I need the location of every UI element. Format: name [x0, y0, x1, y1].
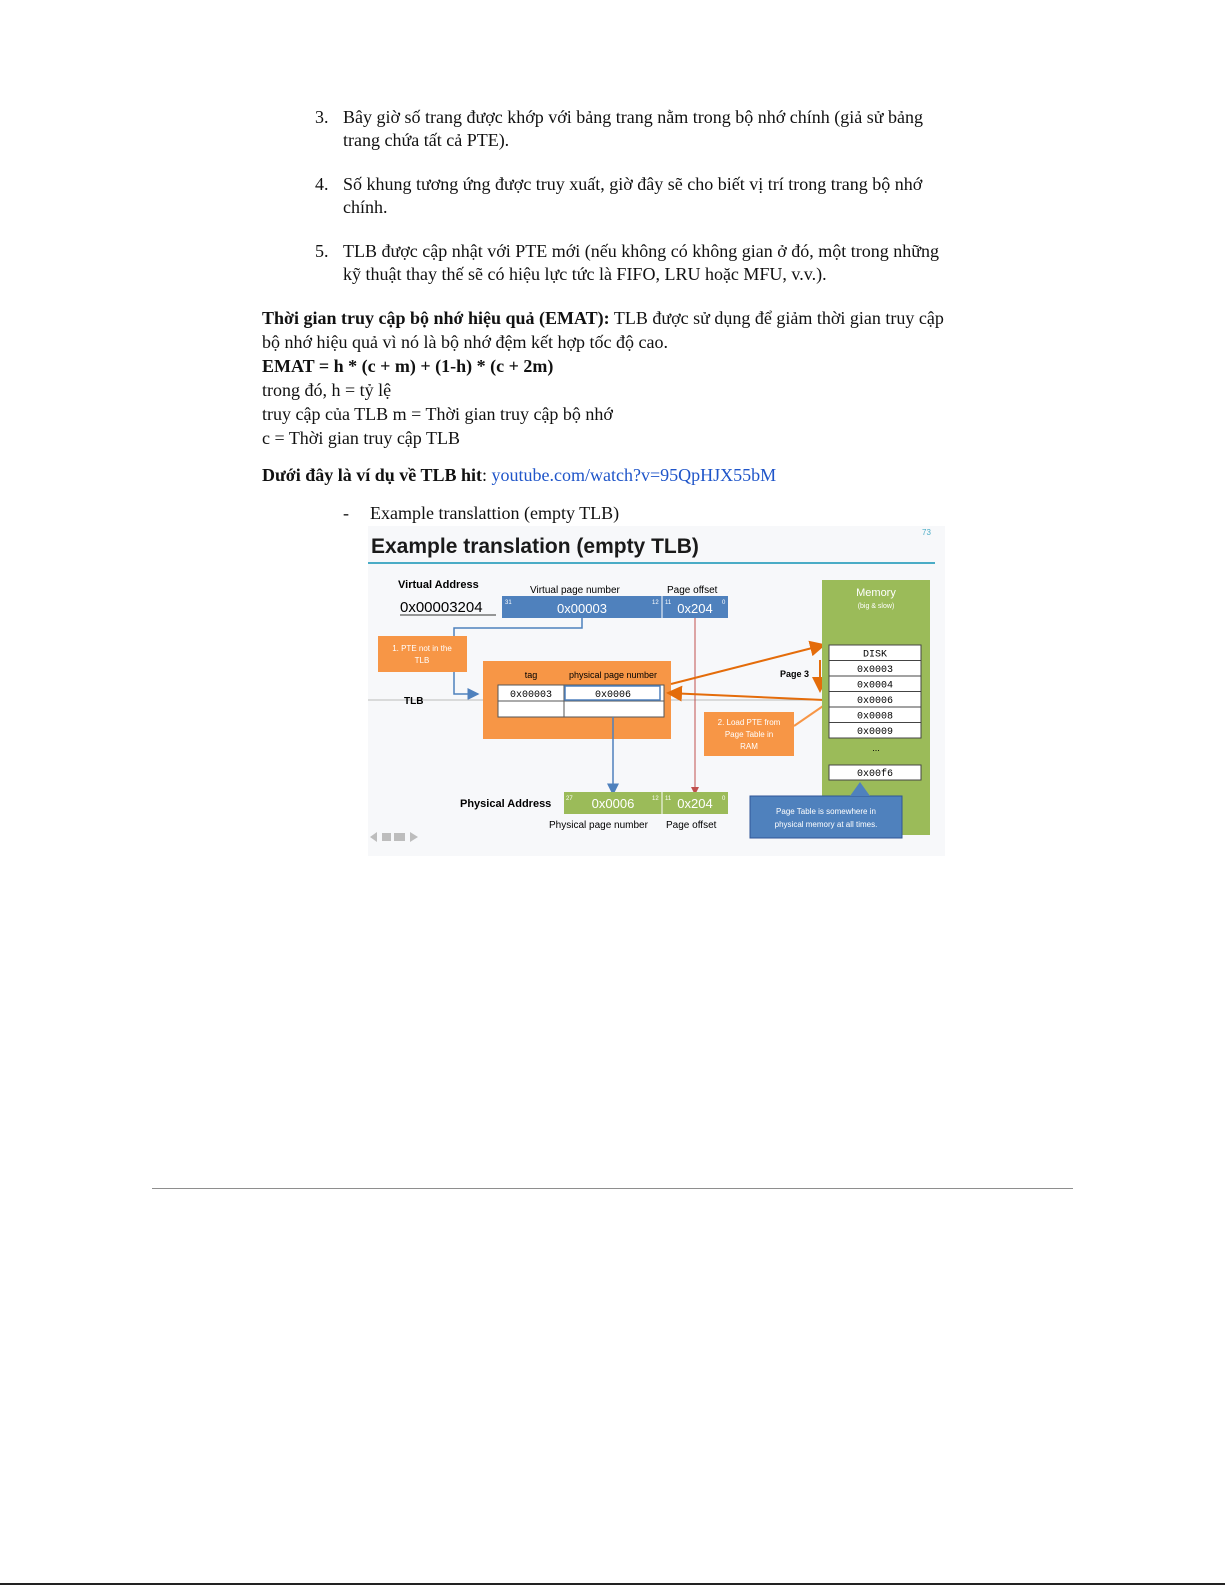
example-translation-slide — [368, 526, 945, 856]
next-icon[interactable] — [410, 832, 418, 842]
tlb-label: TLB — [404, 696, 424, 707]
tlb-tag-value: 0x00003 — [509, 690, 553, 701]
page3-label: Page 3 — [780, 669, 810, 679]
emat-paragraph — [262, 306, 952, 354]
memory-row-value: DISK — [862, 649, 888, 661]
svg-text:12: 12 — [652, 796, 659, 802]
bullet-text: Example translattion (empty TLB) — [370, 503, 620, 523]
emat-definition-1: trong đó, h = tỷ lệ — [262, 380, 392, 400]
emat-definition-2: truy cập của TLB m = Thời gian truy cập bộ nhớ — [262, 404, 613, 424]
page-table-note — [750, 796, 902, 838]
list-text: TLB được cập nhật với PTE mới (nếu không có không gian ở đó, một trong những kỹ thuật thay thế sẽ có hiệu lực tức là FIFO, LRU hoặc MFU, v.v.). — [343, 241, 940, 284]
emat-formula: EMAT = h * (c + m) + (1-h) * (c + 2m) — [262, 356, 554, 376]
prev-icon[interactable] — [370, 832, 377, 842]
svg-text:Page Table in: Page Table in — [724, 730, 774, 739]
slide-title: Example translation (empty TLB) — [371, 535, 699, 558]
vpn-label: Virtual page number — [530, 585, 620, 596]
virtual-address-label: Virtual Address — [398, 579, 479, 591]
slide-nav-icons[interactable] — [370, 832, 418, 842]
virtual-address-value: 0x00003204 — [400, 599, 483, 616]
list-item — [315, 173, 955, 219]
svg-text:physical memory at all times.: physical memory at all times. — [774, 820, 878, 829]
offset-value: 0x204 — [677, 601, 713, 616]
vpn-value: 0x00003 — [557, 601, 607, 616]
memory-to-tlb-arrow — [668, 693, 824, 700]
memory-subtitle: (big & slow) — [857, 603, 895, 610]
bullet-dash: - — [343, 503, 349, 523]
menu-icon[interactable] — [394, 833, 405, 841]
pa-offset-value: 0x204 — [677, 796, 713, 811]
horizontal-rule — [152, 1188, 1073, 1189]
list-text: Bây giờ số trang được khớp với bảng trang nằm trong bộ nhớ chính (giả sử bảng trang chứa tất cả PTE). — [343, 107, 924, 150]
bit-12: 12 — [652, 600, 659, 606]
slide-number: 73 — [922, 528, 931, 537]
callout-pte-not-in-tlb — [378, 636, 467, 672]
list-number: 5. — [315, 241, 329, 261]
svg-text:11: 11 — [665, 796, 672, 802]
pen-icon[interactable] — [382, 833, 391, 841]
bit-27: 27 — [566, 796, 573, 802]
list-item — [315, 240, 955, 286]
emat-text: TLB được sử dụng để giảm thời gian truy cập bộ nhớ hiệu quả vì nó là bộ nhớ đệm kết hợp tốc độ cao. — [262, 308, 944, 352]
numbered-list — [315, 106, 955, 307]
emat-definition-3: c = Thời gian truy cập TLB — [262, 428, 460, 448]
emat-heading: Thời gian truy cập bộ nhớ hiệu quả (EMAT): — [262, 308, 610, 328]
memory-row-value: 0x0009 — [856, 727, 894, 738]
youtube-link[interactable]: youtube.com/watch?v=95QpHJX55bM — [491, 465, 777, 485]
list-number: 3. — [315, 107, 329, 127]
svg-text:TLB: TLB — [414, 656, 430, 665]
example-label: Dưới đây là ví dụ về TLB hit — [262, 465, 482, 485]
memory-last-value: 0x00f6 — [856, 769, 894, 780]
memory-row-value: 0x0008 — [856, 711, 894, 723]
translation-diagram — [368, 526, 945, 856]
tlb-ppn-value: 0x0006 — [594, 690, 632, 701]
bullet-item — [343, 501, 619, 525]
example-colon: : — [482, 465, 492, 485]
memory-title: Memory — [856, 587, 896, 599]
offset-label: Page offset — [667, 585, 718, 596]
list-number: 4. — [315, 174, 329, 194]
svg-text:2. Load PTE from: 2. Load PTE from — [717, 718, 781, 727]
memory-row-value: 0x0004 — [856, 680, 894, 692]
tag-header: tag — [524, 670, 538, 680]
memory-row-value: 0x0003 — [856, 665, 894, 676]
offset-bottom-label: Page offset — [666, 820, 717, 831]
bit-31: 31 — [505, 600, 512, 606]
bit-0: 0 — [722, 600, 726, 606]
ppn-bottom-label: Physical page number — [549, 820, 648, 831]
list-text: Số khung tương ứng được truy xuất, giờ đây sẽ cho biết vị trí trong trang bộ nhớ chính. — [343, 174, 923, 217]
pa-ppn-value: 0x0006 — [591, 796, 635, 811]
memory-ellipsis: ... — [872, 743, 880, 753]
bit-11: 11 — [665, 600, 672, 606]
ppn-header: physical page number — [568, 670, 658, 680]
example-line — [262, 463, 952, 487]
svg-text:RAM: RAM — [740, 742, 758, 751]
svg-text:1. PTE not in the: 1. PTE not in the — [392, 644, 452, 653]
svg-text:Page Table is somewhere in: Page Table is somewhere in — [776, 807, 876, 816]
physical-address-label: Physical Address — [460, 798, 552, 810]
svg-text:0: 0 — [722, 796, 726, 802]
list-item — [315, 106, 955, 152]
callout-to-tlb-arrow — [454, 672, 478, 694]
memory-rows — [829, 645, 921, 738]
memory-row-value: 0x0006 — [856, 696, 894, 707]
callout2-pointer — [794, 704, 826, 726]
